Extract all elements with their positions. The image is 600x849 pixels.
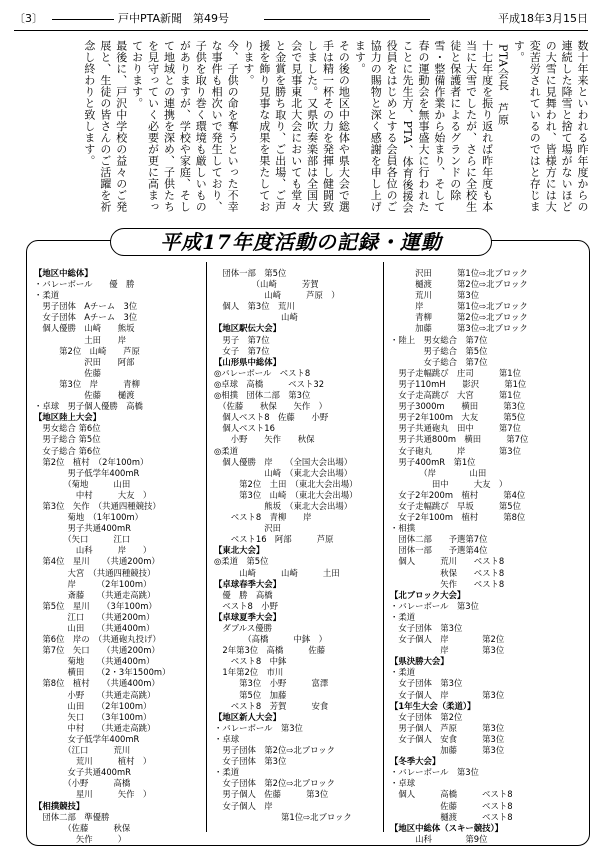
result-line: 女子個人 安食 第3位 xyxy=(390,733,505,744)
result-line: 山崎 xyxy=(214,312,298,323)
message-paragraph: 最後に、戸沢中学校の益々のご発展と、生徒の皆さんのご活躍を祈念し終わりと致します。 xyxy=(82,40,128,213)
result-line: 第5位 星川 （3年100m） xyxy=(34,600,157,611)
result-line: 佐藤 樋渡 xyxy=(34,390,135,401)
result-line: （山崎 芳賀 xyxy=(214,279,319,290)
result-line: 沢田 第1位⇨北ブロック xyxy=(390,268,528,278)
header-rule xyxy=(264,19,430,20)
section-heading: 【県決勝大会】 xyxy=(390,656,449,667)
result-line: 個人優勝 岸 （全国大会出場） xyxy=(214,456,353,467)
result-line: 加藤 第3位 xyxy=(390,745,505,756)
result-line: 女子個人 岸 第2位 xyxy=(390,634,505,645)
result-line: 樋渡 第2位⇨北ブロック xyxy=(390,279,528,290)
result-line: 佐藤 xyxy=(34,367,101,378)
result-line: 第2位 山崎 芦原 xyxy=(34,345,140,356)
result-line: 男子110mH 影沢 第1位 xyxy=(390,378,527,389)
results-column-1 xyxy=(34,268,199,845)
result-line: 岸 （2年100m） xyxy=(34,578,152,589)
result-line: 女子団体 第2位 xyxy=(390,711,463,722)
section-heading: 【相撲競技】 xyxy=(34,800,85,811)
result-line: 女子2年100m 植村 第8位 xyxy=(390,512,526,523)
result-line: （江口 荒川 xyxy=(34,745,131,756)
section-heading: 【冬季大会】 xyxy=(390,756,441,767)
message-paragraph: その後の地区中総体や県大会で選手は精一杯その力を発揮し健闘致しました。又県吹奏楽部は全国大会で見事東北大会においても堂々と金賞を勝ち取り、ご出場、ご声援を飾り見事な成果を果たしております。 xyxy=(241,40,351,213)
result-line: 岸 第1位⇨北ブロック xyxy=(390,301,528,312)
result-line: 第2位 植村 （2年100m） xyxy=(34,456,149,467)
result-line: 横田 （2・3年1500m） xyxy=(34,667,171,678)
result-line: ・バレーボール 第3位 xyxy=(390,767,479,778)
section-heading: 【地区新人大会】 xyxy=(214,711,281,722)
result-line: 第7位 矢口 （共通200m） xyxy=(34,645,160,656)
column-divider xyxy=(383,262,384,832)
result-line: 女子団体 第3位 xyxy=(390,678,463,689)
result-line: 田中 大友 ） xyxy=(390,478,508,489)
section-heading: 【地区陸上大会】 xyxy=(34,412,101,423)
result-line: 男子3000m 横田 第3位 xyxy=(390,401,526,412)
result-line: ・卓球 男子個人優勝 高橋 xyxy=(34,401,143,412)
result-line: 個人 第3位 荒川 xyxy=(214,301,295,312)
result-line: 女子砲丸 岸 第3位 xyxy=(390,445,521,456)
result-line: 女子 第7位 xyxy=(214,345,270,356)
result-line: 矢口 （3年100m） xyxy=(34,711,152,722)
result-line: ・バレーボール 第3位 xyxy=(390,600,479,611)
result-line: 女子個人 岸 第3位 xyxy=(390,689,505,700)
result-line: ベスト16 阿部 芦原 xyxy=(214,534,334,545)
result-line: ・柔道 xyxy=(390,611,416,622)
result-line: 第5位 加藤 xyxy=(214,689,287,700)
result-line: 菊地 （1年100m） xyxy=(34,512,144,523)
result-line: 男子総合 第5位 xyxy=(34,434,101,445)
newspaper-title: 戸中PTA新聞 第49号 xyxy=(118,12,230,25)
result-line: ◎相撲 団体二部 第3位 xyxy=(214,390,311,401)
result-line: 女子総合 第7位 xyxy=(390,356,488,367)
results-column-2 xyxy=(214,268,379,823)
result-line: 樋渡 ベスト8 xyxy=(390,811,513,822)
result-line: 個人 高橋 ベスト8 xyxy=(390,789,513,800)
result-line: （菊地 山田 xyxy=(34,478,131,489)
result-line: 加藤 第3位⇨北ブロック xyxy=(390,323,528,334)
result-line: 団体二部 予選第7位 xyxy=(390,534,488,545)
result-line: 団体一部 第5位 xyxy=(214,268,287,278)
result-line: 女子団体 Aチーム 3位 xyxy=(34,312,138,323)
message-paragraph: 数十年来といわれる昨年度からの連続した降雪と捨て場がないほどの大雪に見舞われ、皆様方には大変苦労されているのではと存じます。 xyxy=(512,40,589,213)
result-line: ベスト8 青柳 岸 xyxy=(214,512,312,523)
result-line: 第8位 植村 （共通400m） xyxy=(34,678,160,689)
result-line: 男子団体 Aチーム 3位 xyxy=(34,301,138,312)
result-line: （高橋 中鉢 ） xyxy=(214,634,328,645)
result-line: ・柔道 xyxy=(34,290,60,301)
result-line: 女子団体 第3位 xyxy=(214,756,287,767)
result-line: 第3位 岸 青柳 xyxy=(34,378,140,389)
result-line: 山科 第9位 xyxy=(390,833,488,844)
result-line: 矢作 ベスト8 xyxy=(390,578,505,589)
result-line: 男女総合 第6位 xyxy=(34,423,101,434)
section-heading: 【卓球夏季大会】 xyxy=(214,611,281,622)
result-line: 女子個人 岸 xyxy=(214,800,273,811)
result-line: （小野 高橋 xyxy=(34,778,131,789)
result-line: 江口 （共通200m） xyxy=(34,611,155,622)
result-line: ・バレーボール 第3位 xyxy=(214,722,303,733)
result-line: 女子低学年400mR xyxy=(34,733,140,744)
result-line: 個人 荒川 ベスト8 xyxy=(390,556,505,567)
result-line: 女子走高跳び 大宮 第1位 xyxy=(390,390,521,401)
result-line: 山田 （2年100m） xyxy=(34,700,152,711)
result-line: 第3位 小野 富澤 xyxy=(214,678,329,689)
result-line: 第3位 山崎 （東北大会出場） xyxy=(214,489,358,500)
result-line: 山崎 （東北大会出場） xyxy=(214,467,353,478)
header-rule xyxy=(52,19,114,20)
result-line: （矢口 江口 xyxy=(34,534,131,545)
page-number: 〔3〕 xyxy=(14,12,43,25)
result-line: 山科 岸 ） xyxy=(34,545,152,556)
result-line: 個人優勝 山崎 熊坂 xyxy=(34,323,135,334)
result-line: ◎バレーボール ベスト8 xyxy=(214,367,311,378)
result-line: ベスト8 芳賀 安食 xyxy=(214,700,329,711)
result-line: ◎卓球 高橋 ベスト32 xyxy=(214,378,325,389)
result-line: 山崎 芦原 ） xyxy=(214,290,340,301)
result-line: 青柳 第2位⇨北ブロック xyxy=(390,312,528,323)
result-line: 男子400mR 第1位 xyxy=(390,456,476,467)
result-line: 男子低学年400mR xyxy=(34,467,140,478)
result-line: 沢田 阿部 xyxy=(34,356,135,367)
result-line: 第6位 岸の （共通砲丸投げ） xyxy=(34,634,161,645)
result-line: 第3位 矢作 （共通四種競技） xyxy=(34,500,161,511)
result-line: 女子団体 第3位 xyxy=(390,623,463,633)
result-line: 矢作 ） xyxy=(34,833,127,844)
result-line: （佐藤 秋保 矢作 ） xyxy=(214,401,328,412)
result-line: 山田 （共通400m） xyxy=(34,623,155,633)
result-line: 男子共通砲丸 田中 第7位 xyxy=(390,423,521,434)
result-line: （佐藤 秋保 xyxy=(34,822,131,833)
result-line: 荒川 第3位 xyxy=(390,290,480,301)
result-line: 秋保 ベスト8 xyxy=(390,567,505,578)
result-line: 団体一部 予選第4位 xyxy=(390,545,488,556)
result-line: ・陸上 男女総合 第7位 xyxy=(390,334,488,345)
result-line: 斎藤 （共通走高跳） xyxy=(34,589,156,600)
result-line: 男子共通800m 横田 第7位 xyxy=(390,434,529,445)
message-paragraph: 十七年度を振り返れば昨年度も本当に大雪でしたが、さらに全校生徒と保護者によるグランドの除雪・整備作業から始まり、そして春の運動会を無事盛大に行われたことに先生方、PTA、体育後援会役員をはじめとする会員各位のご協力の賜物と深く感謝を申し上げます。 xyxy=(353,40,494,214)
result-line: 荒川 植村 ） xyxy=(34,756,152,767)
result-line: ・バレーボール 優 勝 xyxy=(34,279,135,290)
result-line: 個人ベスト16 xyxy=(214,423,275,434)
result-line: 男子2年100m 大友 第5位 xyxy=(390,412,526,423)
section-heading: 【1年生大会（柔道）】 xyxy=(390,700,476,711)
result-line: 女子総合 第6位 xyxy=(34,445,101,456)
results-column-3 xyxy=(390,268,585,845)
result-line: 土田 岸 xyxy=(34,334,127,345)
result-line: 女子2年200m 植村 第4位 xyxy=(390,489,526,500)
result-line: 女子共通400mR xyxy=(34,767,131,778)
message-signature: PTA会長 芦原 xyxy=(496,44,510,126)
result-line: 2年第3位 高橋 佐藤 xyxy=(214,645,326,656)
result-line: 小野 （共通走高跳） xyxy=(34,689,156,700)
section-heading: 【北ブロック大会】 xyxy=(390,589,466,600)
result-line: 男子総合 第5位 xyxy=(390,345,488,356)
result-line: 岸 第3位 xyxy=(390,645,505,656)
result-line: 男子共通400mR xyxy=(34,523,131,534)
result-line: ・柔道 xyxy=(390,667,416,678)
result-line: 男子 第7位 xyxy=(214,334,270,345)
column-divider xyxy=(206,262,207,832)
result-line: ベスト8 小野 xyxy=(214,600,278,611)
result-line: ベスト8 中鉢 xyxy=(214,656,287,667)
section-heading: 【卓球春季大会】 xyxy=(214,578,281,589)
result-line: 中村 大友 ） xyxy=(34,489,152,500)
result-line: 個人ベスト8 佐藤 小野 xyxy=(214,412,329,423)
result-line: 中村 （共通走高跳） xyxy=(34,722,156,733)
result-line: 第2位 土田 （東北大会出場） xyxy=(214,478,358,489)
result-line: ・柔道 xyxy=(214,767,240,778)
section-heading: 【地区中総体（スキー競技）】 xyxy=(390,822,504,833)
result-line: ダブルス優勝 xyxy=(214,623,273,633)
result-line: 菊地 （共通400m） xyxy=(34,656,155,667)
section-heading: 【山形県中総体】 xyxy=(214,356,281,367)
header-divider xyxy=(14,30,588,31)
result-line: 男子個人 佐藤 第3位 xyxy=(214,789,329,800)
section-heading: 【地区駅伝大会】 xyxy=(214,323,281,334)
result-line: 女子走幅跳び 早坂 第5位 xyxy=(390,500,521,511)
result-line: 団体二部 準優勝 xyxy=(34,811,110,822)
result-line: ◎柔道 xyxy=(214,445,239,456)
section-heading: 【東北大会】 xyxy=(214,545,265,556)
result-line: 佐藤 ベスト8 xyxy=(390,800,513,811)
result-line: 山崎 山崎 土田 xyxy=(214,567,340,578)
result-line: 小野 矢作 秋保 xyxy=(214,434,315,445)
result-line: 男子団体 第2位⇨北ブロック xyxy=(214,745,336,756)
activity-record-title: 平成17年度活動の記録・運動 xyxy=(110,228,492,256)
result-line: ◎柔道 第5位 xyxy=(214,556,269,567)
result-line: ・卓球 xyxy=(214,733,240,744)
result-line: 1年第2位 市川 xyxy=(214,667,284,678)
result-line: ・相撲 xyxy=(390,523,416,534)
president-message xyxy=(18,40,590,216)
message-paragraph: 今、子供の命を奪うといった不幸な事件も相次いで発生しており、子供を取り巻く環境も厳しいものがありますが、学校や家庭、そして地域との連携を深め、子供たちを見守っていく必要が更に高まっております。 xyxy=(130,40,240,213)
result-line: 熊坂 （東北大会出場） xyxy=(214,500,353,511)
result-line: 沢田 xyxy=(214,523,281,534)
result-line: 女子団体 第2位⇨北ブロック xyxy=(214,778,336,789)
result-line: ・卓球 xyxy=(390,778,416,789)
section-heading: 【地区中総体】 xyxy=(34,268,93,278)
result-line: 第4位 星川 （共通200m） xyxy=(34,556,160,567)
result-line: 第1位⇨北ブロック xyxy=(214,811,352,822)
issue-date: 平成18年3月15日 xyxy=(498,12,588,25)
result-line: 優 勝 高橋 xyxy=(214,589,273,600)
result-line: 男子走幅跳び 庄司 第1位 xyxy=(390,367,521,378)
result-line: （岸 山田 xyxy=(390,467,487,478)
result-line: 星川 矢作 ） xyxy=(34,789,152,800)
result-line: 男子個人 芦原 第3位 xyxy=(390,722,505,733)
page-header xyxy=(14,8,588,30)
result-line: 大宮 （共通四種競技） xyxy=(34,567,156,578)
